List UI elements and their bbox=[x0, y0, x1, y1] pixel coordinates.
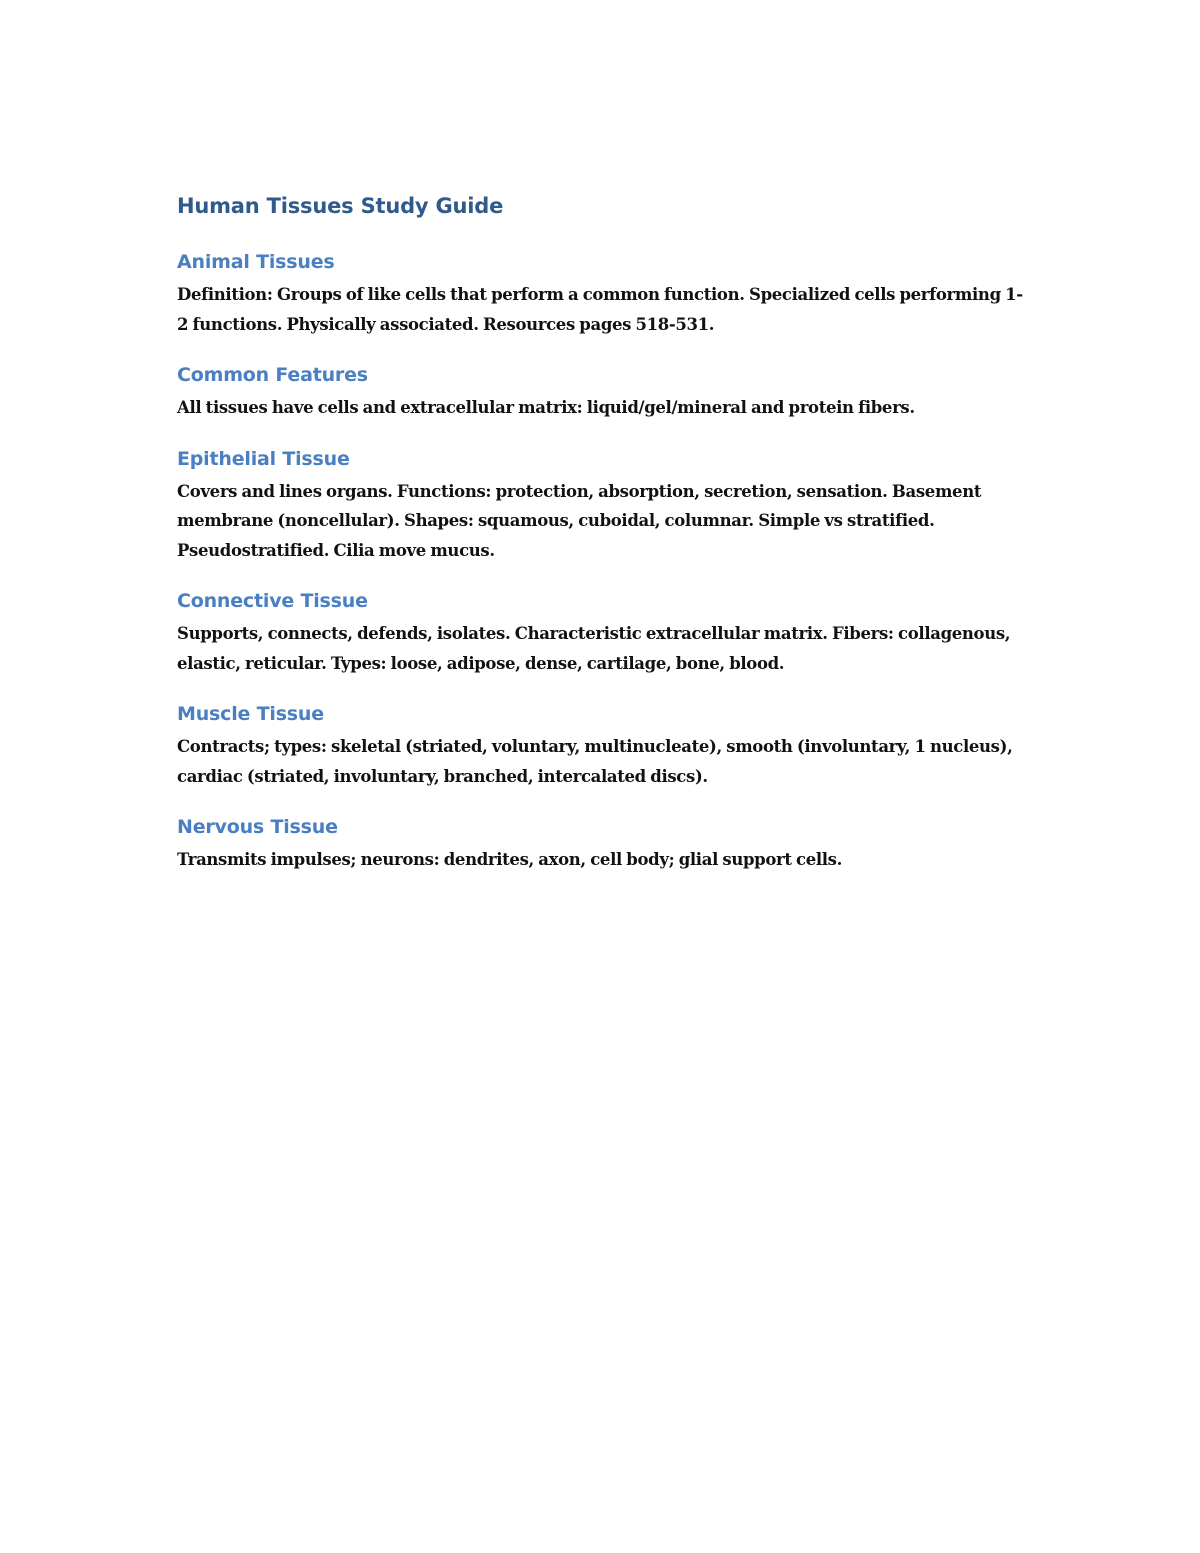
section-heading: Nervous Tissue bbox=[177, 816, 338, 838]
section-heading: Common Features bbox=[177, 364, 368, 386]
section-body: Contracts; types: skeletal (striated, voluntary, multinucleate), smooth (involuntary, 1 nucleus), cardiac (striated, involuntary, branched, intercalated discs). bbox=[177, 737, 1013, 786]
section-body: Covers and lines organs. Functions: protection, absorption, secretion, sensation. Basement membrane (noncellular). Shapes: squamous, cuboidal, columnar. Simple vs stratified. Pseudostratified. Cilia move mucus. bbox=[177, 481, 982, 560]
section-body: Transmits impulses; neurons: dendrites, axon, cell body; glial support cells. bbox=[177, 850, 843, 869]
section-heading: Epithelial Tissue bbox=[177, 447, 350, 470]
section-heading: Connective Tissue bbox=[177, 590, 368, 612]
section-epithelial-tissue bbox=[177, 445, 1027, 566]
section-connective-tissue bbox=[177, 587, 1027, 678]
section-muscle-tissue bbox=[177, 700, 1027, 791]
section-heading: Animal Tissues bbox=[177, 251, 335, 273]
section-body: Supports, connects, defends, isolates. Characteristic extracellular matrix. Fibers: collagenous, elastic, reticular. Types: loose, adipose, dense, cartilage, bone, blood. bbox=[177, 624, 1011, 673]
section-body: All tissues have cells and extracellular matrix: liquid/gel/mineral and protein fibers. bbox=[177, 398, 915, 417]
section-common-features bbox=[177, 361, 1027, 423]
document-content bbox=[177, 190, 1027, 897]
section-nervous-tissue bbox=[177, 813, 1027, 875]
section-body: Definition: Groups of like cells that perform a common function. Specialized cells performing 1-2 functions. Physically associated. Resources pages 518-531. bbox=[177, 285, 1023, 334]
section-animal-tissues bbox=[177, 248, 1027, 339]
section-heading: Muscle Tissue bbox=[177, 703, 324, 725]
document-title: Human Tissues Study Guide bbox=[177, 194, 504, 218]
